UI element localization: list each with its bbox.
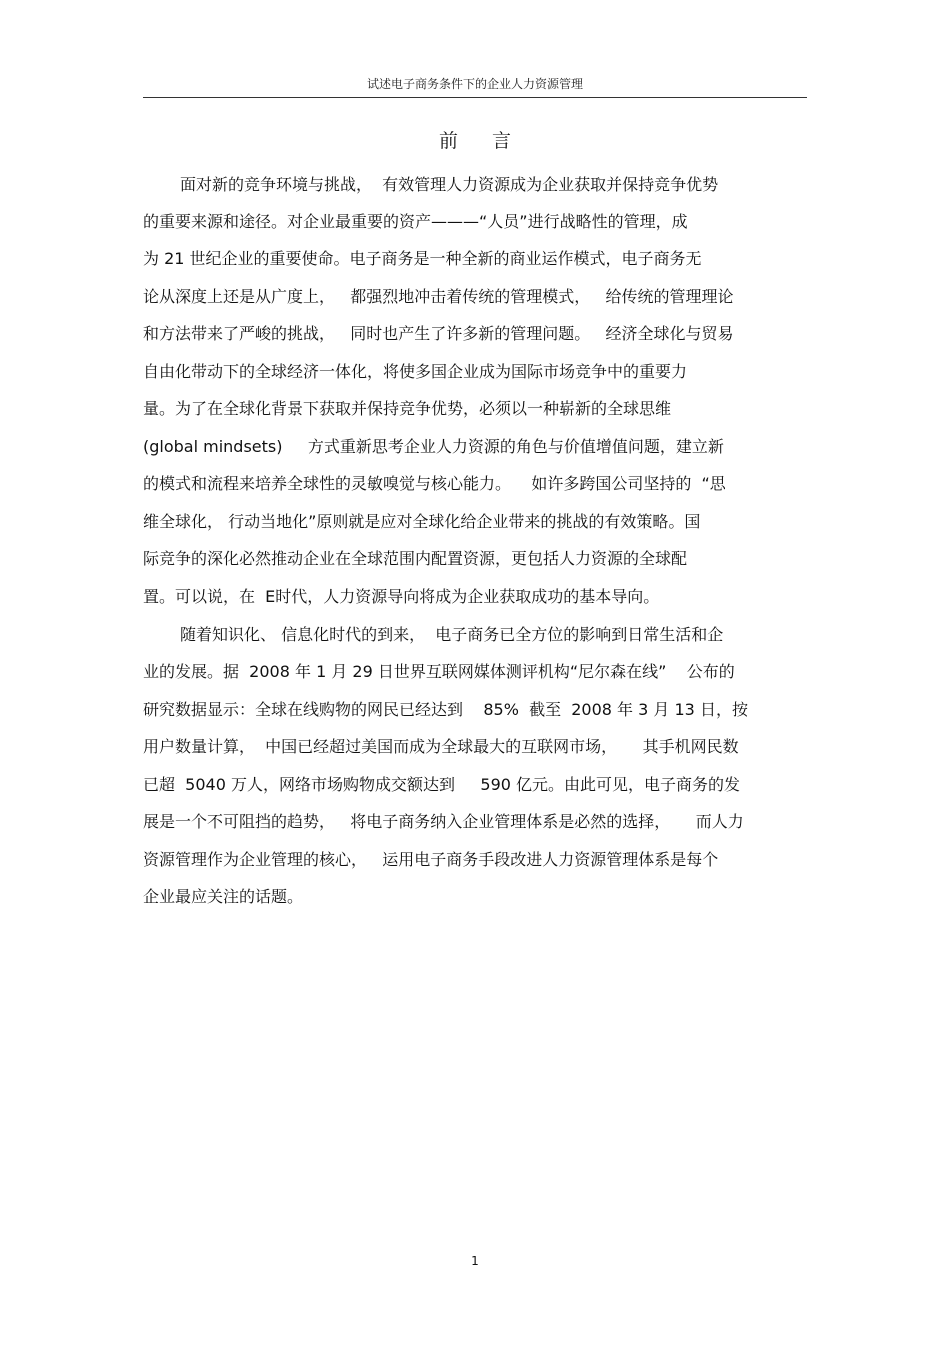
- paragraph-2-line-7: 资源管理作为企业管理的核心， 运用电子商务手段改进人力资源管理体系是每个: [143, 850, 719, 869]
- paragraph-1-line-12: 置。可以说，在 E时代，人力资源导向将成为企业获取成功的基本导向。: [143, 587, 660, 606]
- paragraph-1-line-11: 际竞争的深化必然推动企业在全球范围内配置资源，更包括人力资源的全球配: [143, 549, 688, 568]
- paragraph-2-line-6: 展是一个不可阻挡的趋势， 将电子商务纳入企业管理体系是必然的选择， 而人力: [143, 812, 744, 831]
- page-number: 1: [471, 1254, 479, 1268]
- paragraph-2-line-1: 随着知识化、 信息化时代的到来， 电子商务已全方位的影响到日常生活和企: [180, 625, 724, 644]
- header-divider: [143, 97, 807, 98]
- paragraph-1-line-10: 维全球化， 行动当地化”原则就是应对全球化给企业带来的挑战的有效策略。国: [143, 512, 701, 531]
- paragraph-2-line-3: 研究数据显示：全球在线购物的网民已经达到 85% 截至 2008 年 3 月 13 日，按: [143, 700, 748, 719]
- paragraph-2-line-8: 企业最应关注的话题。: [143, 887, 304, 906]
- section-title: 前言: [438, 130, 545, 152]
- paragraph-1-line-4: 论从深度上还是从广度上， 都强烈地冲击着传统的管理模式， 给传统的管理理论: [143, 287, 734, 306]
- paragraph-1-line-6: 自由化带动下的全球经济一体化，将使多国企业成为国际市场竞争中的重要力: [143, 362, 688, 381]
- paragraph-1-line-5: 和方法带来了严峻的挑战， 同时也产生了许多新的管理问题。 经济全球化与贸易: [143, 324, 734, 343]
- paragraph-1-line-2: 的重要来源和途径。对企业最重要的资产———“人员”进行战略性的管理，成: [143, 212, 688, 231]
- paragraph-2-line-4: 用户数量计算， 中国已经超过美国而成为全球最大的互联网市场， 其手机网民数: [143, 737, 739, 756]
- paragraph-2-line-2: 业的发展。据 2008 年 1 月 29 日世界互联网媒体测评机构“尼尔森在线” 公布的: [143, 662, 735, 681]
- paragraph-2-line-5: 已超 5040 万人，网络市场购物成交额达到 590 亿元。由此可见，电子商务的发: [143, 775, 741, 794]
- paragraph-1-line-8: (global mindsets) 方式重新思考企业人力资源的角色与价值增值问题，建立新: [143, 437, 724, 456]
- paragraph-1-line-1: 面对新的竞争环境与挑战， 有效管理人力资源成为企业获取并保持竞争优势: [180, 175, 719, 194]
- paragraph-1-line-7: 量。为了在全球化背景下获取并保持竞争优势，必须以一种崭新的全球思维: [143, 399, 672, 418]
- paragraph-1-line-3: 为 21 世纪企业的重要使命。电子商务是一种全新的商业运作模式，电子商务无: [143, 249, 702, 268]
- running-header: 试述电子商务条件下的企业人力资源管理: [366, 77, 583, 91]
- paragraph-1-line-9: 的模式和流程来培养全球性的灵敏嗅觉与核心能力。 如许多跨国公司坚持的 “思: [143, 474, 726, 493]
